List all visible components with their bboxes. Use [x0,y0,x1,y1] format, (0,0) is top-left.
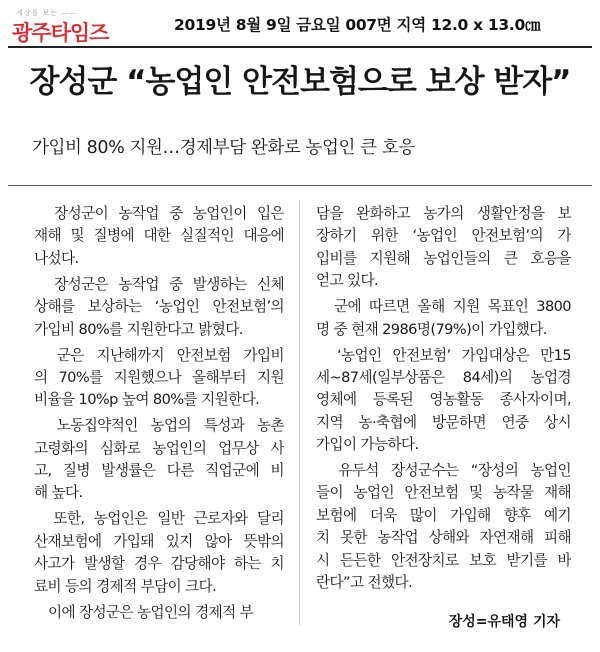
article-line: 들이 농업인 안전보험 및 농작물 재해 [316,484,571,502]
article-line: 보험에 더욱 많이 가입해 향후 예기 [316,506,571,524]
article-line: 가입이 가능하다. [316,436,419,454]
article-line: 비율을 10%p 높여 80%를 지원한다. [34,391,260,409]
article-line: 이에 장성군은 농업인의 경제적 부 [34,603,254,621]
article-line: 고, 질병 발생률은 다른 직업군에 비 [34,462,284,480]
article-line: 명 중 현재 2986명(79%)이 가입했다. [316,320,547,338]
article-line: 의 70%를 지원했으나 올해부터 지원 [34,368,284,386]
article-line: 담을 완화하고 농가의 생활안정을 보 [316,205,571,222]
article-paragraph [34,415,284,505]
article-line: 노동집약적인 농업의 특성과 농촌 [34,417,284,435]
article-line: 지역 농·축협에 방문하면 연중 상시 [316,413,571,431]
subheadline: 가입비 80% 지원…경제부담 완화로 농업인 큰 호응 [32,138,415,158]
article-line: 치 못한 농작업 상해와 자연재해 피해 [316,529,571,547]
article-line: 산재보험에 가입돼 있지 않아 뜻밖의 [34,532,284,550]
article-line: 유두석 장성군수는 “장성의 농업인 [316,462,571,480]
headline: 장성군 “농업인 안전보험으로 보상 받자” [29,64,571,100]
article-paragraph [316,345,571,457]
article-paragraph [34,345,284,412]
masthead [0,0,600,44]
article-line: 장성군이 농작업 중 농업인이 입은 [34,205,284,222]
article-column-right [316,203,571,594]
article-column-left [34,203,284,624]
newspaper-logo [12,8,144,45]
article-line: 고령화의 심화로 농업인의 업무상 사 [34,439,284,457]
article-line: 가입비 80%를 지원한다고 밝혔다. [34,320,243,338]
article-line: 란다”고 전했다. [316,574,413,592]
article-line: 군에 따르면 올해 지원 목표인 3800 [316,298,571,316]
article-line: 얻고 있다. [316,272,379,290]
article-line: 상해를 보상하는 ‘농업인 안전보험’의 [34,298,284,316]
article-line: 군은 지난해까지 안전보험 가입비 [34,346,284,364]
article-paragraph [34,274,284,341]
logo-tagline: 세상을 보는 —— [16,9,78,17]
article-paragraph [34,602,284,624]
article-line: 재해 및 질병에 대한 실질적인 대응에 [34,227,284,245]
article-line: 세~87세(일부상품은 84세)의 농업경 [316,368,571,386]
article-line: 나섰다. [34,249,79,267]
column-divider [299,200,300,625]
section-rule [8,185,592,186]
article-line: 또한, 농업인은 일반 근로자와 달리 [34,510,284,528]
article-paragraph [316,203,571,293]
article-line: ‘농업인 안전보험’ 가입대상은 만15 [316,346,571,364]
logo-text: 광주타임즈 [12,21,109,45]
article-line: 장하기 위한 ‘농업인 안전보험’의 가 [316,227,571,245]
byline: 장성=유태영 기자 [448,614,560,630]
article-line: 장성군은 농작업 중 발생하는 신체 [34,275,284,293]
article-paragraph [34,203,284,270]
article-line: 사고가 발생할 경우 감당해야 하는 치 [34,555,284,573]
article-line: 영체에 등록된 영농활동 종사자이며, [316,391,571,409]
top-rule [8,46,592,48]
article-paragraph [34,508,284,598]
article-line: 해 높다. [34,484,83,502]
article-paragraph [316,296,571,341]
article-line: 입비를 지원해 농업인들의 큰 호응을 [316,249,571,267]
article-paragraph [316,460,571,594]
dateline: 2019년 8월 9일 금요일 007면 지역 12.0 x 13.0㎝ [174,16,541,34]
article-line: 료비 등의 경제적 부담이 크다. [34,577,217,595]
article-line: 시 든든한 안전장치로 보호 받기를 바 [316,551,571,569]
